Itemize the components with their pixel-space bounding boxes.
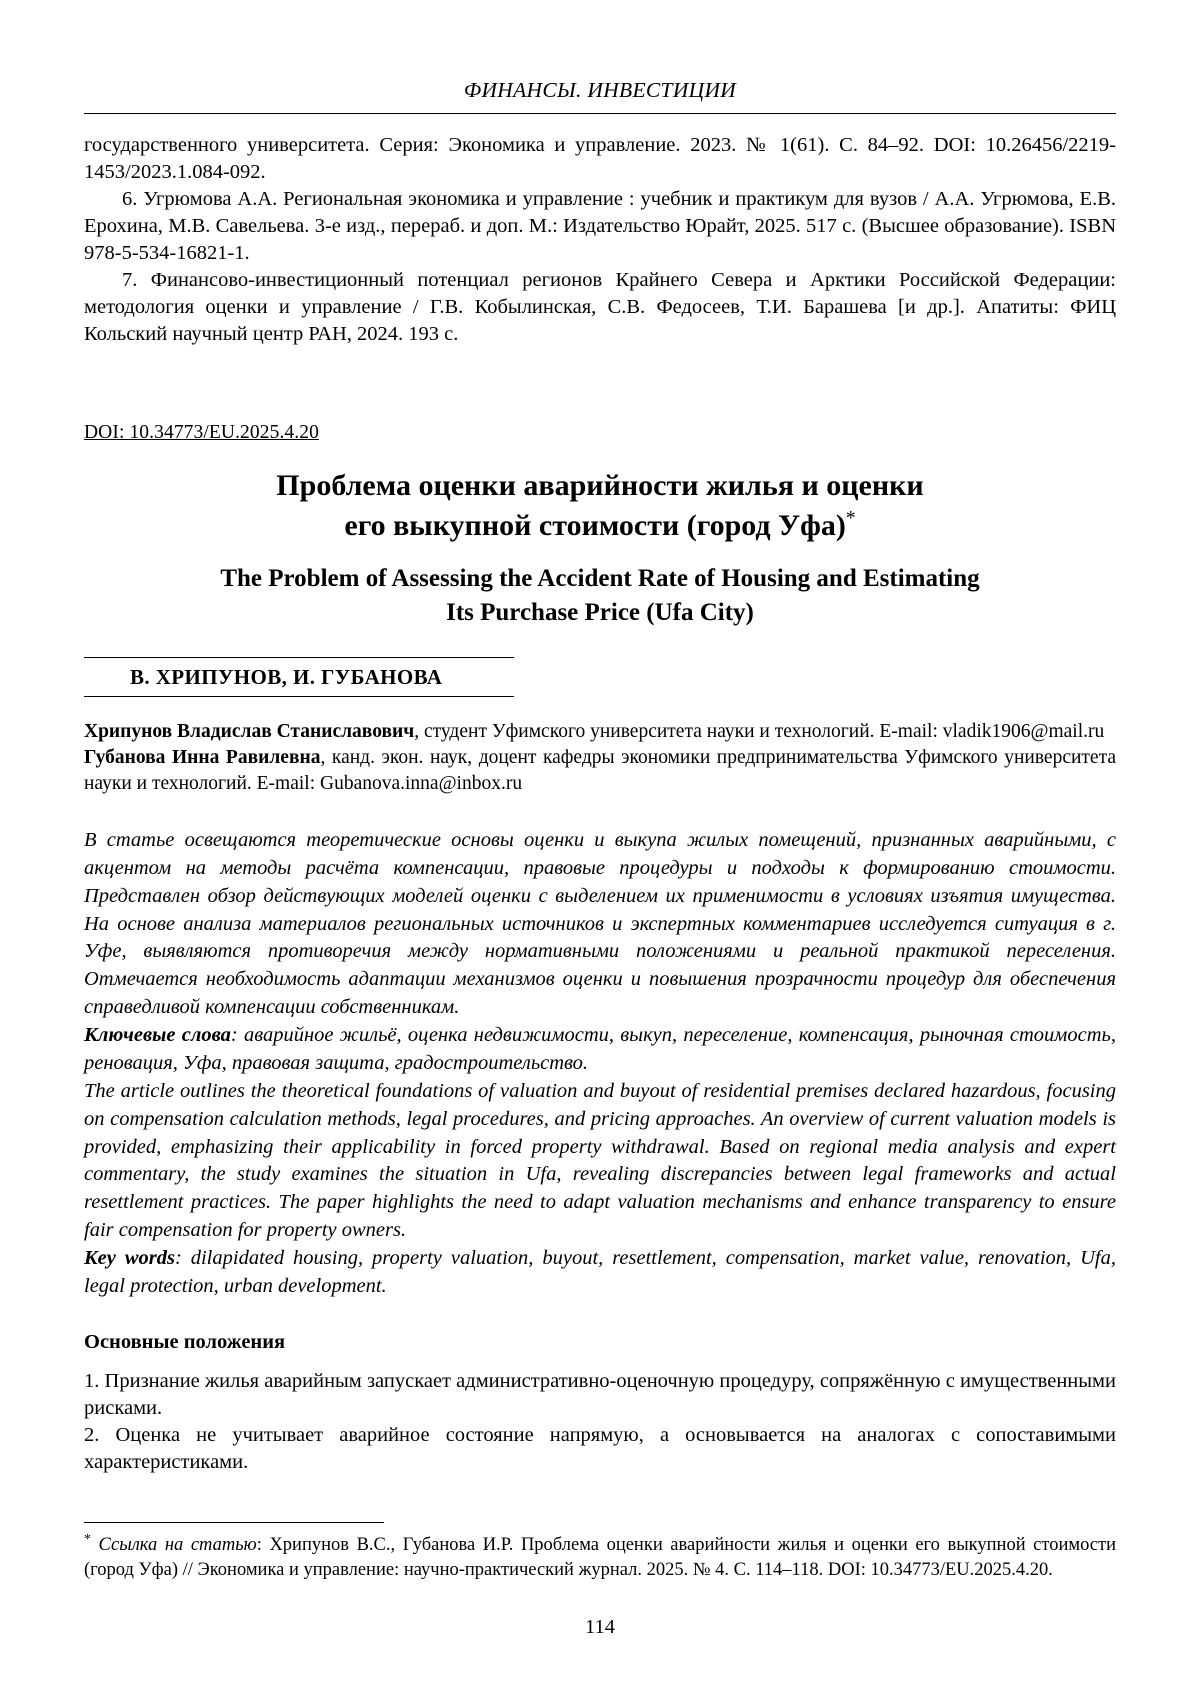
footnote-text [84,1531,1116,1582]
author-name: Хрипунов Владислав Станиславович [84,721,415,743]
keywords-en-label: Key words [84,1247,175,1270]
highlights-heading: Основные положения [84,1330,286,1353]
authors-line: В. ХРИПУНОВ, И. ГУБАНОВА [130,665,443,690]
reference-item: государственного университета. Серия: Экономика и управление. 2023. № 1(61). С. 84–92. DOI: 10.26456/2219-1453/2023.1.084-092. [84,134,1116,184]
footnote-divider [84,1522,384,1523]
affiliation-item [84,745,1116,797]
authors-block [84,657,1116,697]
affiliation-item [84,719,1116,745]
running-head: ФИНАНСЫ. ИНВЕСТИЦИИ [463,78,737,102]
references-continued [84,132,1116,348]
title-ru-line1: Проблема оценки аварийности жилья и оценки [276,469,924,503]
abstract-en: The article outlines the theoretical foundations of valuation and buyout of residential premises declared hazardous, focusing on compensation calculation methods, legal procedures, and pricing approaches. An overview of current valuation models is provided, emphasizing their applicability in forced property withdrawal. Based on regional media analysis and expert commentary, the study examines the situation in Ufa, revealing discrepancies between legal frameworks and actual resettlement practices. The paper highlights the need to adapt valuation mechanisms and enhance transparency to ensure fair compensation for property owners. [84,1079,1116,1242]
title-en-line1: The Problem of Assessing the Accident Rate of Housing and Estimating [220,565,980,593]
authors-rule-bottom [84,696,514,697]
footnote-block [84,1522,1116,1582]
reference-item: 6. Угрюмова А.А. Региональная экономика и управление : учебник и практикум для вузов / А.А. Угрюмова, Е.В. Ерохина, М.В. Савельева. 3-е изд., перераб. и доп. М.: Издательство Юрайт, 2025. 517 с. (Высшее образование). ISBN 978-5-534-16821-1. [84,188,1116,265]
reference-item: 7. Финансово-инвестиционный потенциал регионов Крайнего Севера и Арктики Российской Федерации: методология оценки и управление / Г.В. Кобылинская, С.В. Федосеев, Т.И. Барашева [и др.]. Апатиты: ФИЦ Кольский научный центр РАН, 2024. 193 с. [84,269,1116,346]
footnote-label: Ссылка на статью [98,1535,257,1556]
page-title [84,466,1116,546]
keywords-ru-text: : аварийное жильё, оценка недвижимости, выкуп, переселение, компенсация, рыночная стоимость, реновация, Уфа, правовая защита, градостроительство. [84,1024,1116,1074]
keywords-en [84,1245,1116,1301]
page-number: 114 [585,1615,615,1638]
author-name: Губанова Инна Равилевна [84,747,321,769]
article-doi [84,422,1116,444]
keywords-ru [84,1022,1116,1078]
affiliations [84,719,1116,797]
highlights-list [84,1368,1116,1476]
abstract-ru: В статье освещаются теоретические основы оценки и выкупа жилых помещений, признанных аварийными, с акцентом на методы расчёта компенсации, правовые процедуры и подходы к формированию стоимости. Представлен обзор действующих моделей оценки с выделением их применимости в условиях изъятия имущества. На основе анализа материалов региональных источников и экспертных комментариев исследуется ситуация в г. Уфе, выявляются противоречия между нормативными положениями и реальной практикой переселения. Отмечается необходимость адаптации механизмов оценки и повышения прозрачности процедур для обеспечения справедливой компенсации собственникам. [84,828,1116,1019]
highlight-item: 1. Признание жилья аварийным запускает административно-оценочную процедуру, сопряжённую с имущественными рисками. [84,1369,1116,1419]
article-doi-text: DOI: 10.34773/EU.2025.4.20 [84,422,319,444]
page-title-en [84,562,1116,629]
author-details: , канд. экон. наук, доцент кафедры экономики предпринимательства Уфимского университета науки и технологий. E-mail: Gubanova.inna@inbox.ru [84,747,1116,794]
keywords-en-text: : dilapidated housing, property valuation, buyout, resettlement, compensation, market value, renovation, Ufa, legal protection, urban development. [84,1247,1117,1297]
author-details: , студент Уфимского университета науки и технологий. E-mail: vladik1906@mail.ru [414,721,1105,743]
footnote-marker: * [84,1531,91,1547]
footnote-citation: : Хрипунов В.С., Губанова И.Р. Проблема оценки аварийности жилья и оценки его выкупной стоимости (город Уфа) // Экономика и управление: научно-практический журнал. 2025. № 4. С. 114–118. DOI: 10.34773/EU.2025.4.20. [84,1535,1117,1580]
abstract-section [84,827,1116,1301]
highlight-item: 2. Оценка не учитывает аварийное состояние напрямую, а основывается на аналогах с сопоставимыми характеристиками. [84,1423,1116,1473]
header-divider [84,113,1116,114]
title-footnote-marker: * [845,508,856,530]
keywords-ru-label: Ключевые слова [84,1024,231,1047]
title-ru-line2: его выкупной стоимости (город Уфа) [344,509,846,543]
title-en-line2: Its Purchase Price (Ufa City) [446,598,754,626]
